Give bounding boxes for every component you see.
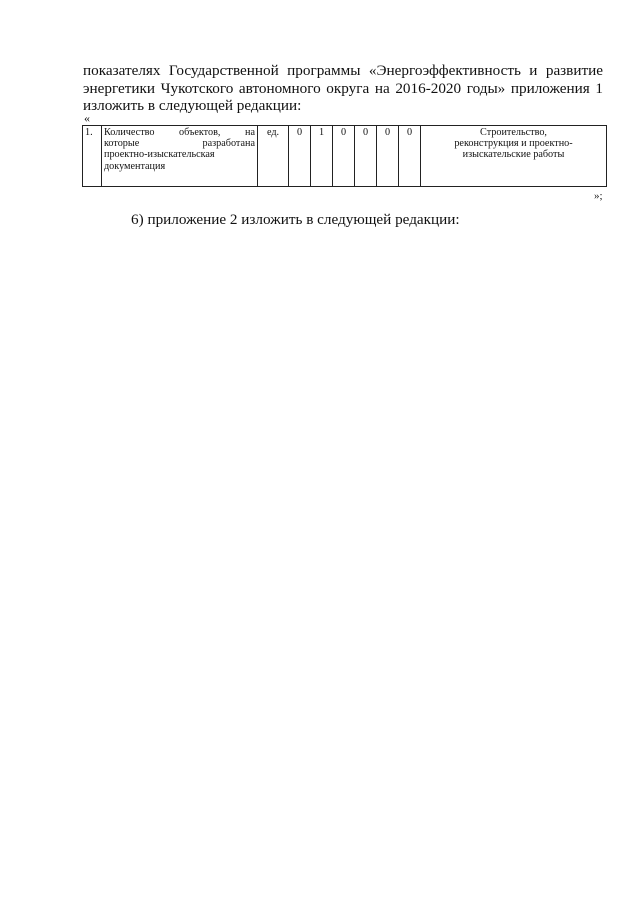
intro-line: энергетики Чукотского автономного округа на 2016-2020 годы» приложения 1	[83, 79, 603, 97]
closing-quote-mark: »;	[594, 190, 603, 202]
indicator-name-line: которые разработана	[104, 138, 255, 150]
row-number-cell: 1.	[83, 126, 102, 187]
indicator-name-line: Количество объектов, на	[104, 127, 255, 138]
year-value-cell: 0	[377, 126, 399, 187]
year-value-cell: 0	[399, 126, 421, 187]
table-row	[83, 126, 607, 187]
activity-line: изыскательские работы	[462, 149, 565, 161]
intro-line: изложить в следующей редакции:	[83, 97, 302, 114]
unit-cell: ед.	[258, 126, 289, 187]
year-value-cell: 0	[289, 126, 311, 187]
indicator-name-cell	[102, 126, 258, 187]
opening-quote-mark: «	[84, 111, 90, 125]
intro-line: показателях Государственной программы «Энергоэффективность и развитие	[83, 62, 603, 79]
intro-paragraph	[83, 62, 603, 115]
year-value-cell: 0	[355, 126, 377, 187]
activity-line: реконструкция и проектно-	[454, 138, 573, 150]
activity-line: Строительство,	[480, 127, 547, 138]
activity-cell	[421, 126, 607, 187]
year-value-cell: 0	[333, 126, 355, 187]
year-value-cell: 1	[311, 126, 333, 187]
subitem-paragraph: 6) приложение 2 изложить в следующей редакции:	[131, 211, 460, 228]
indicator-table	[82, 125, 607, 187]
indicator-name-line: документация	[104, 160, 166, 172]
indicator-name-line: проектно-изыскательская	[104, 149, 215, 161]
